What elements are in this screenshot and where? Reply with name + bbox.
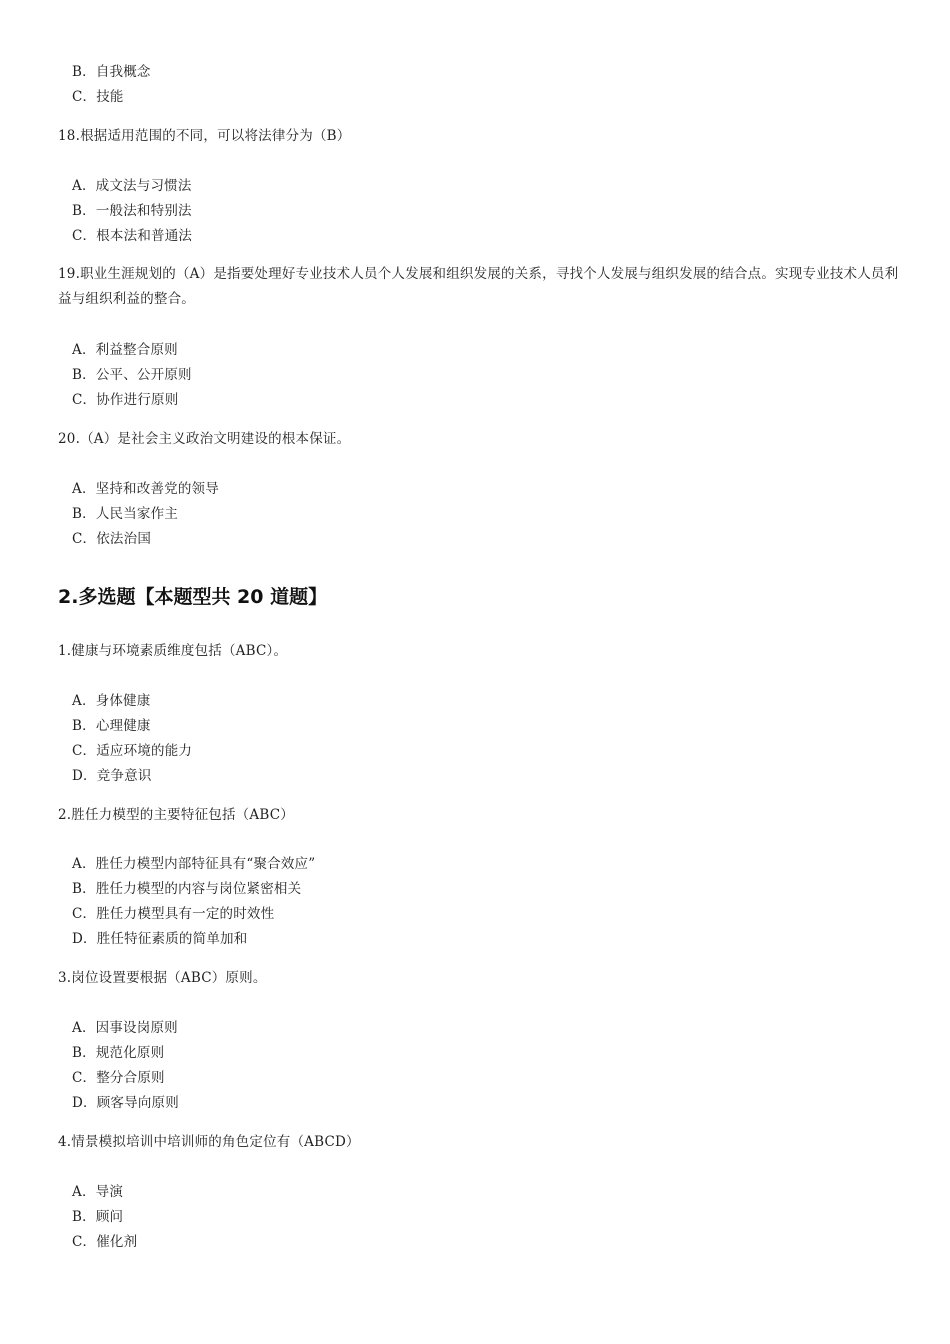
- option-text: B．规范化原则: [72, 1045, 165, 1061]
- option-text: C．技能: [72, 89, 124, 105]
- question-stem-20: 20.（A）是社会主义政治文明建设的根本保证。: [58, 431, 351, 447]
- section-heading: 2.多选题【本题型共 20 道题】: [58, 586, 328, 608]
- question-stem-m3: 3.岗位设置要根据（ABC）原则。: [58, 970, 267, 986]
- option-text: D．竞争意识: [72, 768, 152, 784]
- option-text: A．成文法与习惯法: [72, 178, 192, 194]
- option-text: D．顾客导向原则: [72, 1095, 179, 1111]
- option-text: D．胜任特征素质的简单加和: [72, 931, 248, 947]
- question-stem-m2: 2.胜任力模型的主要特征包括（ABC）: [58, 807, 294, 823]
- option-text: C．适应环境的能力: [72, 743, 193, 759]
- option-text: A．胜任力模型内部特征具有“聚合效应”: [72, 856, 316, 872]
- option-text: A．因事设岗原则: [72, 1020, 178, 1036]
- option-text: B．胜任力模型的内容与岗位紧密相关: [72, 881, 302, 897]
- option-text: A．身体健康: [72, 693, 151, 709]
- option-text: C．根本法和普通法: [72, 228, 193, 244]
- option-text: B．公平、公开原则: [72, 367, 192, 383]
- option-text: B．心理健康: [72, 718, 151, 734]
- option-text: C．催化剂: [72, 1234, 138, 1250]
- option-text: C．协作进行原则: [72, 392, 179, 408]
- question-stem-19: 19.职业生涯规划的（A）是指要处理好专业技术人员个人发展和组织发展的关系，寻找个人发展与组织发展的结合点。实现专业技术人员利益与组织利益的整合。: [58, 266, 899, 307]
- option-text: B．自我概念: [72, 64, 151, 80]
- option-text: C．整分合原则: [72, 1070, 165, 1086]
- option-text: B．顾问: [72, 1209, 124, 1225]
- option-text: B．人民当家作主: [72, 506, 179, 522]
- question-stem-m1: 1.健康与环境素质维度包括（ABC）。: [58, 643, 288, 659]
- option-text: A．坚持和改善党的领导: [72, 481, 219, 497]
- option-text: A．利益整合原则: [72, 342, 178, 358]
- question-stem-m4: 4.情景模拟培训中培训师的角色定位有（ABCD）: [58, 1134, 360, 1150]
- option-text: A．导演: [72, 1184, 124, 1200]
- question-stem-18: 18.根据适用范围的不同，可以将法律分为（B）: [58, 128, 351, 144]
- option-text: C．胜任力模型具有一定的时效性: [72, 906, 275, 922]
- option-text: B．一般法和特别法: [72, 203, 192, 219]
- option-text: C．依法治国: [72, 531, 152, 547]
